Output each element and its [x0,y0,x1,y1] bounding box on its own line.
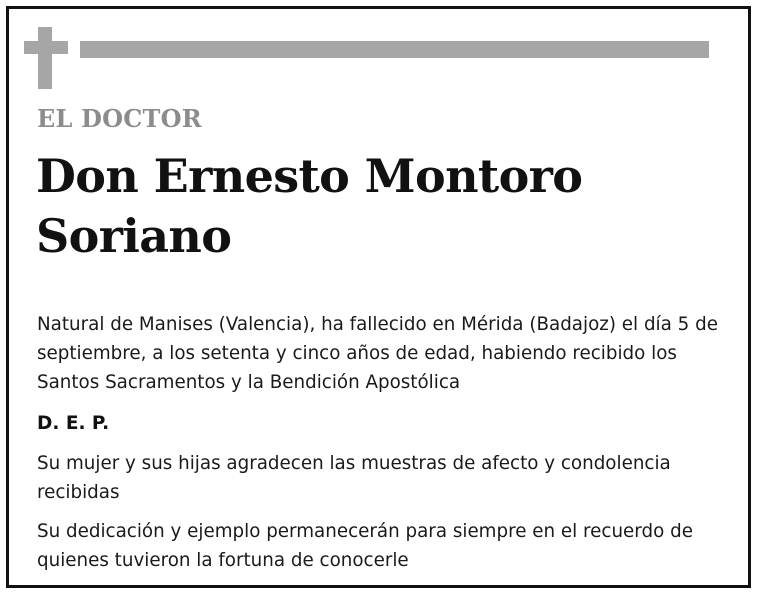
dep-marker: D. E. P. [37,413,110,434]
family-thanks: Su mujer y sus hijas agradecen las muestras de afecto y condolencia recibidas [37,453,671,503]
deceased-name [36,146,716,266]
deceased-name-line1: Don Ernesto Montoro [36,149,583,203]
memorial-message: Su dedicación y ejemplo permanecerán para siempre en el recuerdo de quienes tuvieron la fortuna de conocerle [37,521,693,571]
cross-horizontal-bar [24,41,68,54]
pretitle: EL DOCTOR [37,104,202,133]
death-announcement: Natural de Manises (Valencia), ha fallecido en Mérida (Badajoz) el día 5 de septiembre, a los setenta y cinco años de edad, habiendo recibido los Santos Sacramentos y la Bendición Apostólica [37,314,718,393]
deceased-name-line2: Soriano [36,209,232,263]
header-rule [80,41,709,58]
cross-vertical-bar [38,27,52,89]
